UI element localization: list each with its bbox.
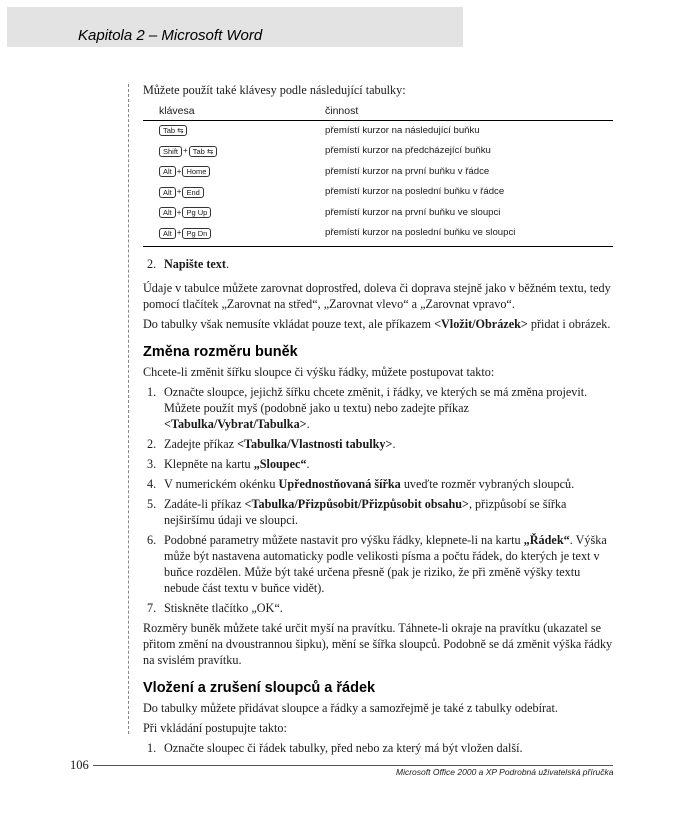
step-bold: Napište text	[164, 256, 226, 271]
resize-steps	[143, 384, 613, 616]
key-combo	[143, 121, 309, 142]
table-row	[143, 182, 613, 203]
key-action: přemístí kurzor na následující buňku	[325, 125, 480, 136]
plus-sign: +	[176, 207, 182, 217]
paragraph-align: Údaje v tabulce můžete zarovnat doprostřed, doleva či doprava stejně jako v běžném textu, tedy pomocí tlačítek „Zarovnat na střed“, „Zarovnat vlevo“ a „Zarovnat vpravo“.	[143, 280, 611, 311]
table-row	[143, 203, 613, 224]
keycap: Alt	[159, 166, 176, 177]
step-text: .	[306, 416, 310, 431]
table-row	[143, 141, 613, 162]
step-text: .	[306, 456, 310, 471]
step-bold: <Tabulka/Vybrat/Tabulka>	[164, 416, 307, 431]
step-text: Stiskněte tlačítko „OK“.	[164, 600, 283, 615]
margin-rule	[128, 84, 129, 734]
table-header-row	[143, 101, 613, 121]
column-header-action: činnost	[309, 101, 613, 121]
paragraph-add-remove: Do tabulky můžete přidávat sloupce a řádky a samozřejmě je také z tabulky odebírat.	[143, 700, 558, 715]
keycap: Tab ⇆	[189, 146, 217, 157]
step-text: uveďte rozměr vybraných sloupců.	[400, 476, 575, 491]
page-number: 106	[70, 758, 89, 772]
table-row	[143, 121, 613, 142]
step-text: Klepněte na kartu	[164, 456, 254, 471]
step-text: V numerickém okénku	[164, 476, 279, 491]
table-intro: Můžete použít také klávesy podle následující tabulky:	[143, 83, 406, 97]
key-combo	[143, 141, 309, 162]
table-row	[143, 223, 613, 246]
keycap: Pg Dn	[182, 228, 211, 239]
keycap: Alt	[159, 228, 176, 239]
step-text: Zadáte-li příkaz	[164, 496, 245, 511]
column-header-key: klávesa	[143, 101, 309, 121]
step-text: . Výška může být nastavena automaticky podle velikosti písma a počtu řádek, do kterých je text v buňce rozdělen. Může být také určena přesně (pak je riziko, že při změně výšky textu nebude část textu v buňce vidět).	[164, 532, 607, 595]
page-content	[143, 82, 613, 760]
step-number: 1.	[147, 384, 157, 399]
step-write-text	[143, 256, 613, 272]
key-action: přemístí kurzor na poslední buňku v řádce	[325, 186, 505, 198]
list-item	[143, 456, 613, 472]
shortcut-rows	[143, 121, 613, 247]
list-item	[143, 740, 613, 756]
step-number: 7.	[147, 600, 157, 615]
key-action: přemístí kurzor na první buňku ve sloupci	[325, 206, 501, 218]
chapter-title: Kapitola 2 – Microsoft Word	[78, 27, 263, 44]
footer-rule	[93, 765, 613, 766]
list-item	[143, 476, 613, 492]
step-text: Označte sloupce, jejichž šířku chcete změnit, i řádky, ve kterých se má změna projevit. Můžete použít myš (podobně jako u textu) nebo zadejte příkaz	[164, 384, 588, 415]
step-bold: <Tabulka/Přizpůsobit/Přizpůsobit obsahu>	[244, 496, 469, 511]
footer-book-title: Microsoft Office 2000 a XP Podrobná uživatelská příručka	[396, 767, 614, 777]
plus-sign: +	[176, 166, 182, 176]
keycap: Home	[182, 166, 210, 177]
plus-sign: +	[183, 146, 188, 155]
keycap: Alt	[159, 187, 176, 198]
menu-command: <Vložit/Obrázek>	[434, 316, 528, 331]
key-combo	[143, 223, 309, 246]
key-combo	[143, 182, 309, 203]
step-text: , přizpůsobí se šířka nejširšímu údaji ve sloupci.	[164, 496, 567, 527]
para-text: Do tabulky však nemusíte vkládat pouze text, ale příkazem	[143, 316, 435, 331]
list-item	[143, 600, 613, 616]
step-bold: <Tabulka/Vlastnosti tabulky>	[237, 436, 393, 451]
key-combo	[143, 203, 309, 224]
step-bold: „Řádek“	[523, 532, 570, 547]
shortcut-table	[143, 101, 613, 247]
keycap: Pg Up	[182, 207, 211, 218]
step-bold: „Sloupec“	[253, 456, 307, 471]
section-heading-insert: Vložení a zrušení sloupců a řádek	[143, 679, 376, 696]
list-item	[143, 496, 613, 528]
step-number: 6.	[147, 532, 157, 547]
paragraph-ruler: Rozměry buněk můžete také určit myší na pravítku. Táhnete-li okraje na pravítku (ukazatel se přitom změní na dvoustrannou šipku), mění se šířka sloupců. Podobně se dá změnit výška řádky na svislém pravítku.	[143, 620, 613, 667]
step-number: 1.	[147, 740, 157, 755]
key-combo	[143, 162, 309, 183]
table-row	[143, 162, 613, 183]
step-text: Zadejte příkaz	[164, 436, 238, 451]
paragraph-procedure: Při vkládání postupujte takto:	[143, 720, 287, 735]
step-number: 2.	[147, 256, 157, 271]
keycap: Shift	[159, 146, 182, 157]
list-item	[143, 532, 613, 596]
plus-sign: +	[176, 228, 182, 238]
step-number: 5.	[147, 496, 157, 511]
step-text: .	[225, 256, 229, 271]
keycap: Alt	[159, 207, 176, 218]
paragraph-image	[143, 316, 613, 332]
keycap: Tab ⇆	[159, 125, 187, 136]
step-text: .	[392, 436, 396, 451]
list-item	[143, 384, 613, 432]
keycap: End	[182, 187, 203, 198]
step-number: 4.	[147, 476, 157, 491]
key-action: přemístí kurzor na předcházející buňku	[325, 145, 491, 157]
para-text: přidat i obrázek.	[527, 316, 611, 331]
step-number: 2.	[147, 436, 157, 451]
section-intro: Chcete-li změnit šířku sloupce či výšku řádky, můžete postupovat takto:	[143, 364, 495, 379]
step-bold: Upřednostňovaná šířka	[278, 476, 401, 491]
key-action: přemístí kurzor na první buňku v řádce	[325, 165, 490, 177]
key-action: přemístí kurzor na poslední buňku ve sloupci	[309, 223, 613, 246]
step-number: 3.	[147, 456, 157, 471]
section-heading-resize: Změna rozměru buněk	[143, 343, 298, 360]
plus-sign: +	[176, 187, 182, 197]
step-text: Podobné parametry můžete nastavit pro výšku řádky, klepnete-li na kartu	[164, 532, 524, 547]
step-text: Označte sloupec či řádek tabulky, před nebo za který má být vložen další.	[164, 740, 523, 755]
list-item	[143, 436, 613, 452]
